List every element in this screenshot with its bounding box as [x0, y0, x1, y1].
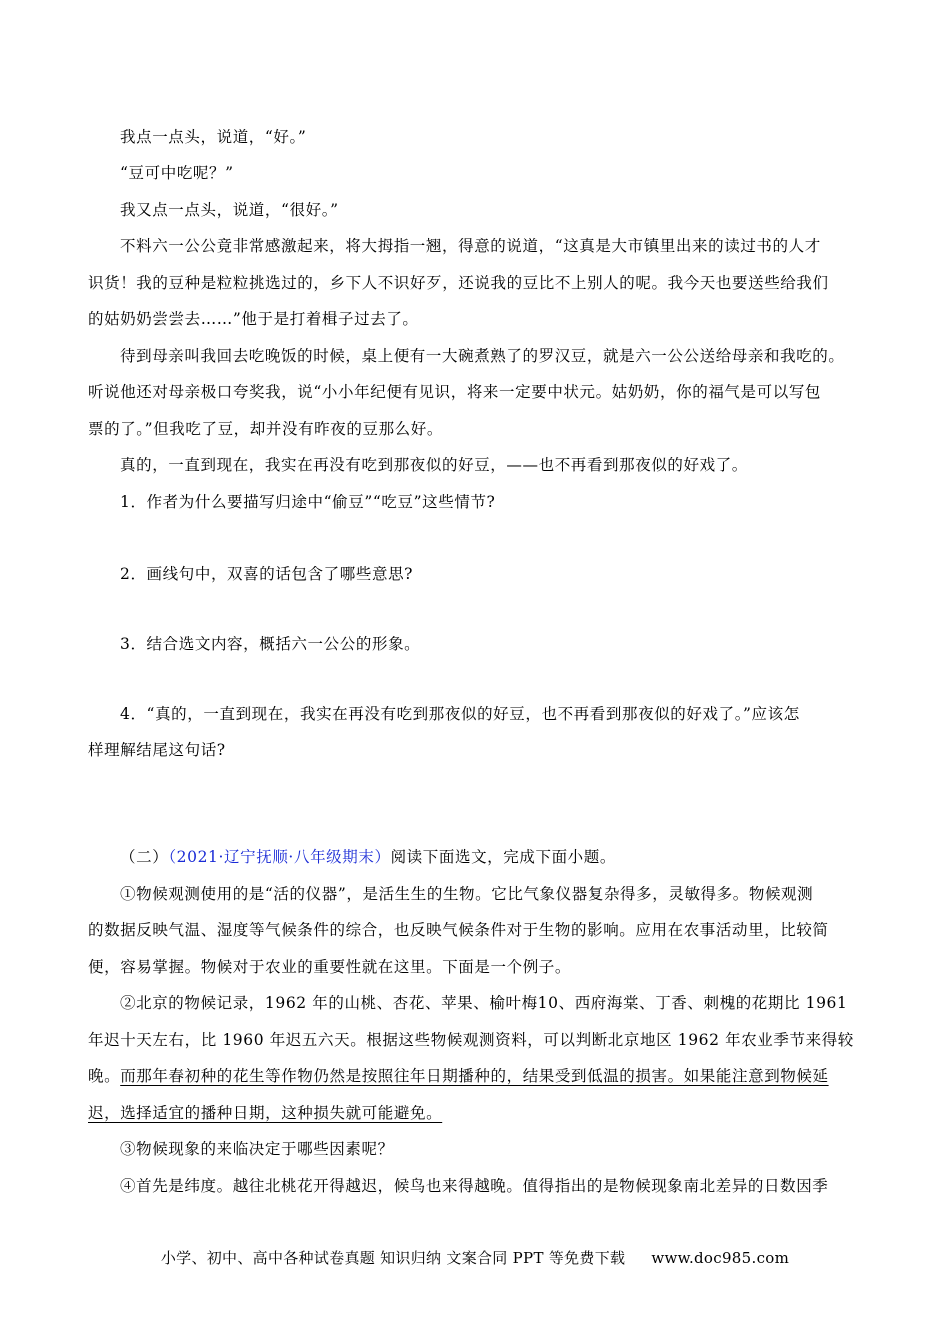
question-1: 1．作者为什么要描写归途中“偷豆”“吃豆”这些情节?: [120, 493, 496, 511]
footer-url[interactable]: www.doc985.com: [651, 1249, 790, 1267]
text-line: 票的了。”但我吃了豆，却并没有昨夜的豆那么好。: [88, 420, 443, 438]
text-line: [88, 1064, 829, 1086]
text-line: ②北京的物候记录，1962 年的山桃、杏花、苹果、榆叶梅10、西府海棠、丁香、刺槐的花期比 1961: [120, 994, 848, 1012]
text-span: 晚。: [88, 1067, 121, 1085]
question-4-cont: 样理解结尾这句话?: [88, 741, 226, 759]
text-line: “豆可中吃呢？”: [120, 164, 234, 182]
question-4: 4．“真的，一直到现在，我实在再没有吃到那夜似的好豆，也不再看到那夜似的好戏了。”应该怎: [120, 705, 800, 723]
text-line: 便，容易掌握。物候对于农业的重要性就在这里。下面是一个例子。: [88, 958, 572, 976]
text-line: [88, 1101, 442, 1123]
underlined-sentence: 而那年春初种的花生等作物仍然是按照往年日期播种的，结果受到低温的损害。如果能注意到物候延: [120, 1067, 829, 1085]
text-line: 真的，一直到现在，我实在再没有吃到那夜似的好豆，——也不再看到那夜似的好戏了。: [120, 456, 748, 474]
text-line: 待到母亲叫我回去吃晚饭的时候，桌上便有一大碗煮熟了的罗汉豆，就是六一公公送给母亲和我吃的。: [120, 347, 845, 365]
text-line: ③物候现象的来临决定于哪些因素呢？: [120, 1140, 394, 1158]
text-line: 听说他还对母亲极口夸奖我，说“小小年纪便有见识，将来一定要中状元。姑奶奶，你的福气是可以写包: [88, 383, 822, 401]
text-line: ①物候观测使用的是“活的仪器”，是活生生的生物。它比气象仪器复杂得多，灵敏得多。物候观测: [120, 885, 814, 903]
question-3: 3．结合选文内容，概括六一公公的形象。: [120, 635, 421, 653]
text-line: 年迟十天左右，比 1960 年迟五六天。根据这些物候观测资料，可以判断北京地区 1962 年农业季节来得较: [88, 1031, 854, 1049]
section-label: （二）: [120, 848, 169, 866]
text-line: 的姑奶奶尝尝去……”他于是打着楫子过去了。: [88, 310, 419, 328]
text-line: ④首先是纬度。越往北桃花开得越迟，候鸟也来得越晚。值得指出的是物候现象南北差异的日数因季: [120, 1177, 829, 1195]
section-instruction: 阅读下面选文，完成下面小题。: [390, 848, 616, 866]
page-footer: [0, 1247, 950, 1268]
text-line: 我又点一点头，说道，“很好。”: [120, 201, 339, 219]
question-2: 2．画线句中，双喜的话包含了哪些意思?: [120, 565, 414, 583]
section-heading: [120, 845, 616, 867]
source-tag: （2021·辽宁抚顺·八年级期末）: [168, 848, 391, 866]
footer-text: 小学、初中、高中各种试卷真题 知识归纳 文案合同 PPT 等免费下载: [160, 1249, 626, 1267]
text-line: 的数据反映气温、湿度等气候条件的综合，也反映气候条件对于生物的影响。应用在农事活动里，比较简: [88, 921, 829, 939]
underlined-sentence: 迟，选择适宜的播种日期，这种损失就可能避免。: [88, 1104, 443, 1122]
text-line: 不料六一公公竟非常感激起来，将大拇指一翘，得意的说道，“这真是大市镇里出来的读过书的人才: [120, 237, 821, 255]
text-line: 识货！我的豆种是粒粒挑选过的，乡下人不识好歹，还说我的豆比不上别人的呢。我今天也要送些给我们: [88, 274, 829, 292]
text-line: 我点一点头，说道，“好。”: [120, 128, 307, 146]
